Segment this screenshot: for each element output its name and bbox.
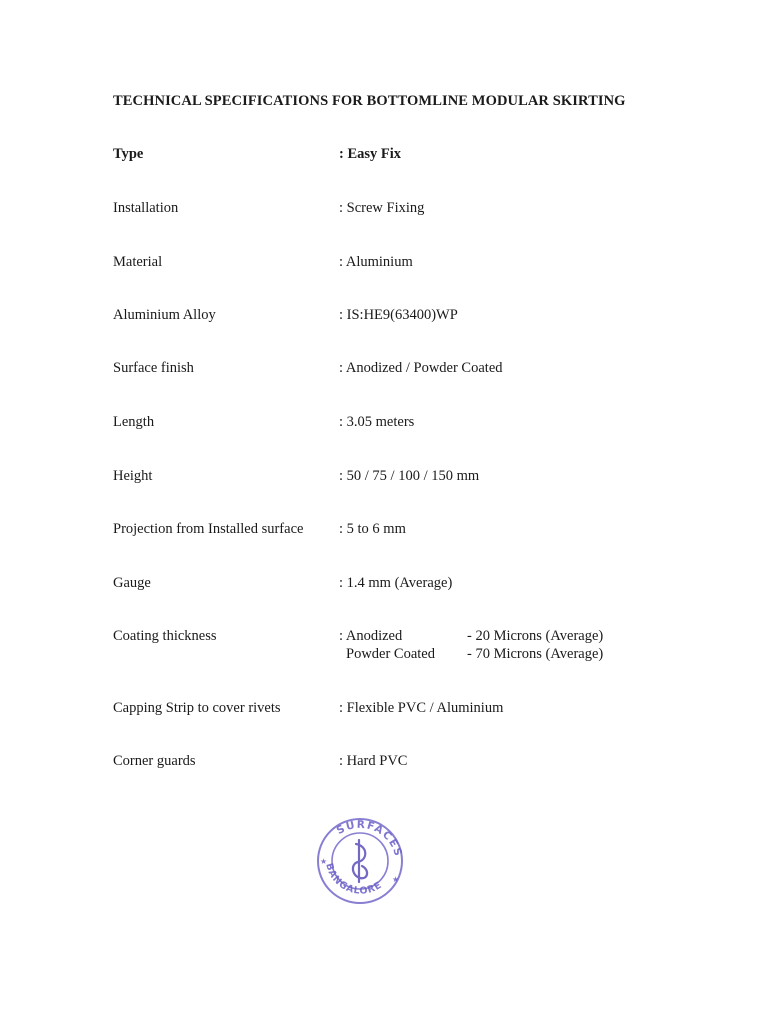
coating-value: - 70 Microns (Average) — [467, 646, 604, 662]
spec-value: : Flexible PVC / Aluminium — [339, 700, 504, 716]
spec-value: : IS:HE9(63400)WP — [339, 307, 458, 323]
spec-label: Installation — [113, 200, 179, 216]
spec-row-length — [113, 414, 673, 434]
spec-label: Height — [113, 468, 153, 484]
spec-row-type — [113, 146, 673, 166]
spec-label: Type — [113, 146, 144, 162]
coating-value: - 20 Microns (Average) — [467, 628, 604, 644]
coating-line-powder — [346, 646, 603, 663]
spec-label: Surface finish — [113, 360, 194, 376]
svg-text:★: ★ — [392, 875, 400, 884]
spec-value: : 50 / 75 / 100 / 150 mm — [339, 468, 480, 484]
spec-row-coating-thickness — [113, 628, 673, 668]
spec-row-surface-finish — [113, 360, 673, 380]
spec-label: Coating thickness — [113, 628, 217, 644]
spec-label: Aluminium Alloy — [113, 307, 216, 323]
company-stamp — [312, 816, 408, 906]
spec-row-height — [113, 468, 673, 488]
spec-row-material — [113, 254, 673, 274]
spec-label: Material — [113, 254, 163, 270]
spec-row-projection — [113, 521, 673, 541]
spec-label: Projection from Installed surface — [113, 521, 304, 537]
spec-value: : Easy Fix — [339, 146, 402, 162]
spec-value: : Anodized / Powder Coated — [339, 360, 503, 376]
spec-label: Capping Strip to cover rivets — [113, 700, 281, 716]
svg-text:BANGALORE: BANGALORE — [323, 861, 385, 897]
spec-value: : Aluminium — [339, 254, 413, 270]
svg-text:★: ★ — [320, 857, 328, 866]
svg-text:SURFACES: SURFACES — [334, 818, 405, 859]
spec-label: Gauge — [113, 575, 151, 591]
spec-row-corner-guards — [113, 753, 673, 773]
page-title: TECHNICAL SPECIFICATIONS FOR BOTTOMLINE MODULAR SKIRTING — [113, 93, 626, 109]
spec-row-installation — [113, 200, 673, 220]
spec-value: : 3.05 meters — [339, 414, 415, 430]
stamp-seal — [312, 816, 408, 906]
spec-value: : 1.4 mm (Average) — [339, 575, 453, 591]
spec-label: Length — [113, 414, 155, 430]
spec-row-capping-strip — [113, 700, 673, 720]
spec-value: : Hard PVC — [339, 753, 408, 769]
spec-row-alloy — [113, 307, 673, 327]
stamp-monogram-icon — [353, 840, 367, 882]
spec-value: : Screw Fixing — [339, 200, 425, 216]
spec-label: Corner guards — [113, 753, 196, 769]
coating-line-anodized — [339, 628, 603, 645]
spec-row-gauge — [113, 575, 673, 595]
spec-value: : 5 to 6 mm — [339, 521, 406, 537]
coating-type: : Anodized — [339, 628, 403, 644]
coating-type: Powder Coated — [346, 646, 435, 662]
